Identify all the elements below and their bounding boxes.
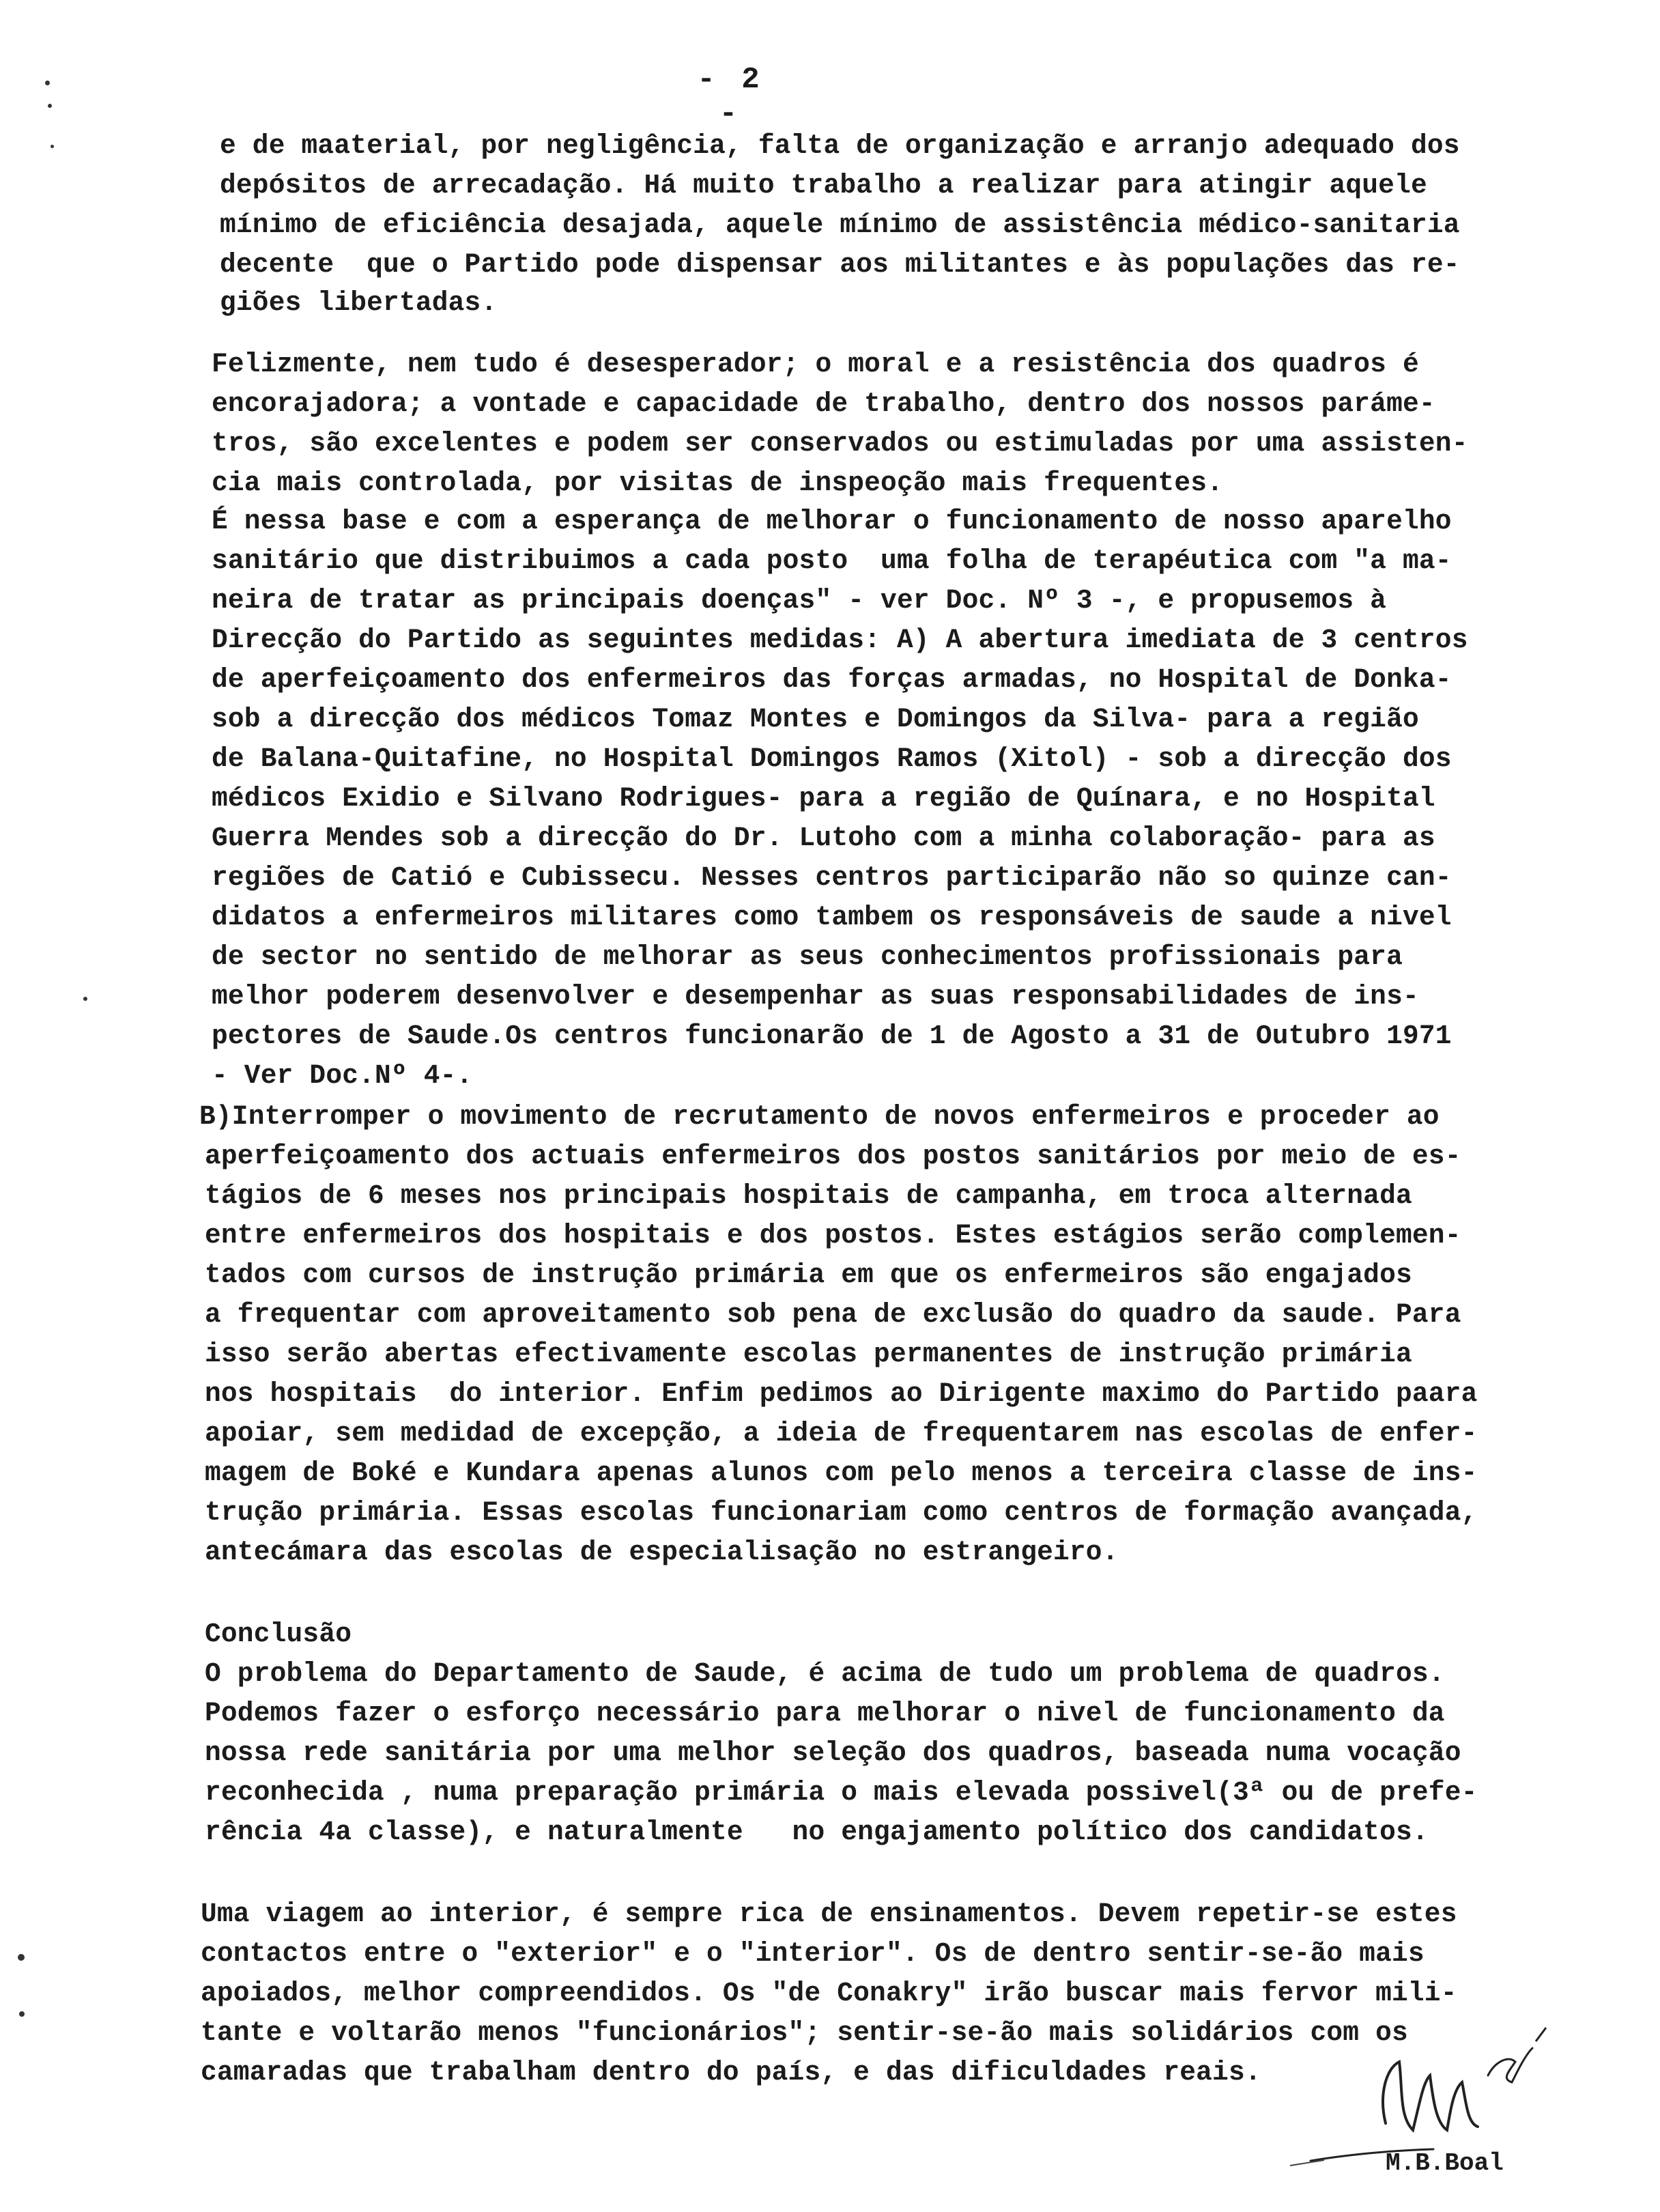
text-line: giões libertadas.: [220, 287, 498, 318]
text-line: reconhecida , numa preparação primária o mais elevada possivel(3ª ou de prefe-: [205, 1777, 1478, 1808]
text-line: cia mais controlada, por visitas de inspeoção mais frequentes.: [212, 468, 1224, 498]
text-line: O problema do Departamento de Saude, é acima de tudo um problema de quadros.: [205, 1658, 1445, 1689]
margin-speck: [48, 104, 52, 108]
text-line: neira de tratar as principais doenças" - ver Doc. Nº 3 -, e propusemos à: [212, 585, 1387, 616]
text-line: magem de Boké e Kundara apenas alunos com pelo menos a terceira classe de ins-: [205, 1458, 1478, 1488]
text-line: isso serão abertas efectivamente escolas permanentes de instrução primária: [205, 1339, 1412, 1370]
text-line: - Ver Doc.Nº 4-.: [212, 1060, 473, 1091]
text-line: encorajadora; a vontade e capacidade de trabalho, dentro dos nossos paráme-: [212, 388, 1435, 419]
margin-speck: [18, 1954, 25, 1961]
text-line: e de maaterial, por negligência, falta de organização e arranjo adequado dos: [220, 130, 1460, 161]
text-line: tros, são excelentes e podem ser conservados ou estimuladas por uma assisten-: [212, 428, 1468, 459]
signature-name: M.B.Boal: [1386, 2149, 1504, 2177]
text-line: decente que o Partido pode dispensar aos militantes e às populações das re-: [220, 249, 1460, 280]
section-heading-conclusao: Conclusão: [205, 1619, 352, 1649]
text-line: É nessa base e com a esperança de melhorar o funcionamento de nosso aparelho: [212, 506, 1452, 537]
text-line: Uma viagem ao interior, é sempre rica de ensinamentos. Devem repetir-se estes: [201, 1899, 1457, 1929]
margin-speck: [83, 997, 87, 1001]
text-line: de sector no sentido de melhorar as seus conhecimentos profissionais para: [212, 941, 1403, 972]
text-line: a frequentar com aproveitamento sob pena de exclusão do quadro da saude. Para: [205, 1299, 1461, 1330]
text-line: didatos a enfermeiros militares como tambem os responsáveis de saude a nivel: [212, 902, 1452, 933]
text-line: sanitário que distribuimos a cada posto uma folha de terapéutica com "a ma-: [212, 545, 1452, 576]
text-line: pectores de Saude.Os centros funcionarão de 1 de Agosto a 31 de Outubro 1971: [212, 1021, 1452, 1051]
text-line: Guerra Mendes sob a direcção do Dr. Lutoho com a minha colaboração- para as: [212, 823, 1435, 853]
margin-speck: [51, 145, 54, 148]
text-line: nos hospitais do interior. Enfim pedimos ao Dirigente maximo do Partido paara: [205, 1378, 1478, 1409]
text-line: trução primária. Essas escolas funcionariam como centros de formação avançada,: [205, 1497, 1478, 1528]
text-line: aperfeiçoamento dos actuais enfermeiros dos postos sanitários por meio de es-: [205, 1141, 1461, 1172]
text-line: entre enfermeiros dos hospitais e dos postos. Estes estágios serão complemen-: [205, 1220, 1461, 1251]
margin-speck: [45, 81, 50, 85]
text-line: tágios de 6 meses nos principais hospitais de campanha, em troca alternada: [205, 1180, 1412, 1211]
text-line: regiões de Catió e Cubissecu. Nesses centros participarão não so quinze can-: [212, 862, 1452, 893]
text-line: apoiados, melhor compreendidos. Os "de Conakry" irão buscar mais fervor mili-: [201, 1978, 1457, 2009]
text-line: Felizmente, nem tudo é desesperador; o moral e a resistência dos quadros é: [212, 349, 1419, 380]
text-line: de Balana-Quitafine, no Hospital Domingos Ramos (Xitol) - sob a direcção dos: [212, 743, 1452, 774]
text-line: antecámara das escolas de especialisação no estrangeiro.: [205, 1537, 1119, 1568]
text-line: camaradas que trabalham dentro do país, e das dificuldades reais.: [201, 2057, 1261, 2088]
text-line: contactos entre o "exterior" e o "interior". Os de dentro sentir-se-ão mais: [201, 1938, 1425, 1969]
text-line: médicos Exidio e Silvano Rodrigues- para a região de Quínara, e no Hospital: [212, 783, 1435, 814]
text-line: apoiar, sem medidad de excepção, a ideia de frequentarem nas escolas de enfer-: [205, 1418, 1478, 1449]
text-line: sob a direcção dos médicos Tomaz Montes e Domingos da Silva- para a região: [212, 704, 1419, 735]
text-line: rência 4a classe), e naturalmente no engajamento político dos candidatos.: [205, 1817, 1429, 1847]
margin-speck: [19, 2011, 25, 2017]
text-line: de aperfeiçoamento dos enfermeiros das forças armadas, no Hospital de Donka-: [212, 664, 1452, 695]
text-line: mínimo de eficiência desajada, aquele mínimo de assistência médico-sanitaria: [220, 210, 1460, 240]
text-line: depósitos de arrecadação. Há muito trabalho a realizar para atingir aquele: [220, 170, 1427, 201]
text-line: B)Interromper o movimento de recrutamento de novos enfermeiros e proceder ao: [199, 1101, 1440, 1132]
text-line: nossa rede sanitária por uma melhor seleção dos quadros, baseada numa vocação: [205, 1738, 1461, 1768]
text-line: tados com cursos de instrução primária em que os enfermeiros são engajados: [205, 1260, 1412, 1290]
text-line: Direcção do Partido as seguintes medidas: A) A abertura imediata de 3 centros: [212, 625, 1468, 655]
text-line: tante e voltarão menos "funcionários"; sentir-se-ão mais solidários com os: [201, 2017, 1408, 2048]
text-line: melhor poderem desenvolver e desempenhar as suas responsabilidades de ins-: [212, 981, 1419, 1012]
page-number: - 2 -: [697, 63, 764, 131]
text-line: Podemos fazer o esforço necessário para melhorar o nivel de funcionamento da: [205, 1698, 1445, 1729]
